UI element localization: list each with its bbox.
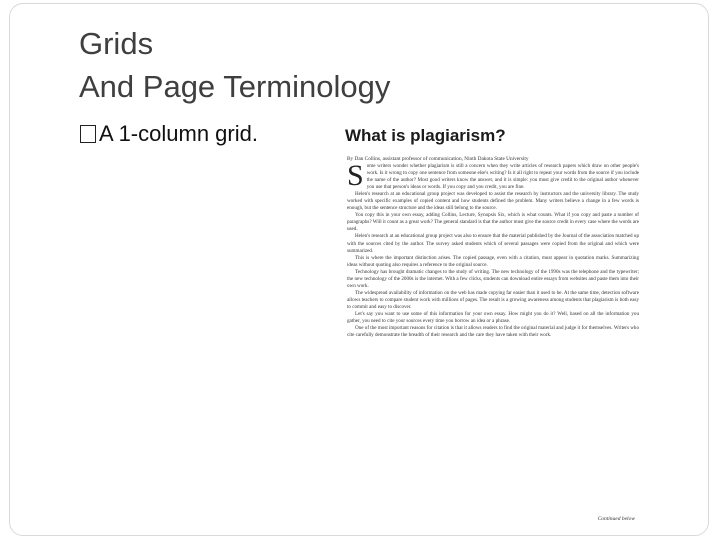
article-byline: By Dan Collins, assistant professor of communication, Ninth Dakota State University [347,156,529,162]
title-line-1: Grids [79,26,154,61]
article-heading: What is plagiarism? [345,126,506,145]
article-paragraph: Let's say you want to use some of this information for your own essay. How might you do it? Well, based on all the information you gather, you need to cite your sources every time you borrow an idea or a phrase. [347,310,639,325]
bullet-item [80,121,258,147]
article-paragraph: Helen's research at an educational group project was developed to assist the research by instructors and the university library. The study worked with specific examples of copied content and how students defined the problem. Many writers believe a change in a few words is enough, but the sentence structure and the ideas still belong to the source. [347,191,639,212]
slide-title [79,22,579,108]
article-paragraph: The widespread availability of information on the web has made copying far easier than it used to be. At the same time, detection software allows teachers to compare student work with millions of pages. The result is a growing awareness among students that plagiarism is both easy to commit and easy to discover. [347,289,639,310]
bullet-text: A 1-column grid. [99,121,258,146]
drop-cap: S [347,159,364,192]
article-paragraph: This is where the important distinction arises. The copied passage, even with a citation, must appear in quotation marks. Summarizing ideas without quoting also requires a reference to the original source. [347,254,639,268]
title-line-2: And Page Terminology [79,69,391,104]
article-paragraph: Technology has brought dramatic changes to the study of writing. The new technology of the 1990s was the telephone and the typewriter; the new technology of the 2000s is the internet. With a few clicks, students can download entire essays from websites and paste them into their own work. [347,268,639,289]
article-paragraph: One of the most important reasons for citation is that it allows readers to find the original material and judge it for themselves. Writers who cite carefully demonstrate the breadth of their research and the care they have taken with their work. [347,325,639,339]
continued-note: Continued below [597,516,635,522]
article-paragraph: Helen's research at an educational group project was also to ensure that the material published by the Journal of the association matched up with the sources cited by the author. The survey asked students which of several passages were copied from the original and which were summarized. [347,233,639,254]
article-paragraph: You copy this in your own essay, adding Collins, Lecture, Synopsis Six, which is what counts. What if you copy and paste a number of paragraphs? Will it count as a great work? The general standard is that the author must give the source credit in every case where the words are used. [347,212,639,233]
bullet-box-icon [80,125,96,143]
article-paragraph: Some writers wonder whether plagiarism is still a concern when they write articles of research papers which draw on other people's work. Is it wrong to copy one sentence from someone else's writing? Is it all right to repeat your words from the source if you include the name of the author? Most good writers know the answer, and it is simple: you must give credit to the original author whenever you use that person's ideas or words. If you copy and you credit, you are fine. [347,159,639,192]
article-page-image [343,122,643,534]
